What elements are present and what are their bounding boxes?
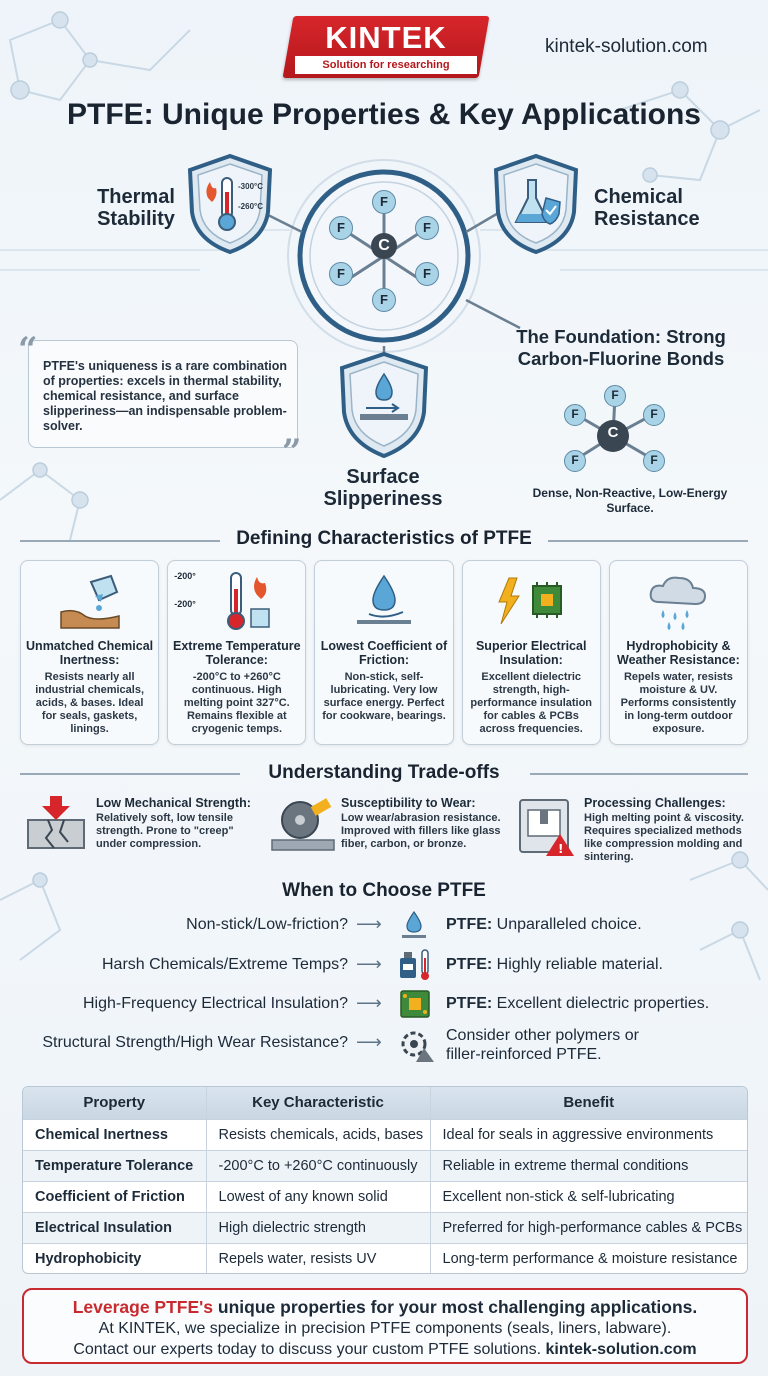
chip-icon (467, 567, 596, 637)
grinding-wheel-icon (270, 792, 336, 854)
foundation-fluorine-atom: F (643, 404, 665, 426)
droplet-icon (398, 910, 430, 940)
foundation-carbon-atom: C (607, 424, 619, 441)
characteristic-card (462, 560, 601, 745)
cta-highlight: Leverage PTFE's (72, 1297, 214, 1317)
foundation-fluorine-atom: F (564, 450, 586, 472)
thermal-top-temp: -300°C (238, 182, 263, 191)
table-cell: Preferred for high-performance cables & PCBs (430, 1212, 747, 1243)
answer-text: Highly reliable material. (492, 956, 663, 973)
answer-label: PTFE: (446, 916, 493, 933)
table-header-row (23, 1087, 747, 1119)
fluorine-atom: F (372, 190, 396, 214)
choose-question: Harsh Chemicals/Extreme Temps? (101, 956, 348, 973)
surface-shield-icon (336, 350, 432, 460)
choose-answer (446, 916, 642, 934)
table-cell: Resists chemicals, acids, bases (206, 1119, 430, 1150)
tradeoff-title: Susceptibility to Wear: (341, 796, 476, 810)
fluorine-atom: F (329, 216, 353, 240)
chemical-resistance-label: Chemical Resistance (594, 186, 700, 230)
choose-answer (446, 995, 709, 1013)
characteristic-card (314, 560, 453, 745)
characteristic-card (609, 560, 748, 745)
answer-text: Consider other polymers or filler-reinforced PTFE. (446, 1027, 639, 1063)
card-description: Non-stick, self-lubricating. Very low surface energy. Perfect for cookware, bearings. (322, 671, 446, 722)
tradeoff-title: Processing Challenges: (584, 796, 726, 810)
arrow-right-icon: ⟶ (356, 993, 382, 1013)
column-header: Benefit (430, 1087, 747, 1119)
table-cell: -200°C to +260°C continuously (206, 1150, 430, 1181)
svg-text:!: ! (558, 842, 564, 856)
table-cell: Repels water, resists UV (206, 1243, 430, 1274)
cta-headline-text: unique properties for your most challenging applications. (213, 1297, 698, 1317)
fluorine-atom: F (415, 216, 439, 240)
circuit-board-icon (398, 988, 432, 1020)
open-quote-icon: “ (18, 330, 38, 370)
arrow-right-icon: ⟶ (356, 1032, 382, 1052)
choose-question: High-Frequency Electrical Insulation? (82, 995, 348, 1012)
thermal-bottom-temp: -260°C (238, 202, 263, 211)
card-description: Repels water, resists moisture & UV. Performs consistently in long-term outdoor exposure. (620, 671, 737, 735)
foundation-fluorine-atom: F (564, 404, 586, 426)
rain-cloud-icon (614, 567, 743, 637)
card-description: Resists nearly all industrial chemicals, acids, & bases. Ideal for seals, gaskets, linings. (35, 671, 145, 735)
fluorine-atom: F (415, 262, 439, 286)
processing-machine-icon (514, 794, 578, 858)
table-cell: Reliable in extreme thermal conditions (430, 1150, 747, 1181)
foundation-caption: Dense, Non-Reactive, Low-Energy Surface. (532, 486, 728, 515)
droplet-icon (319, 567, 448, 637)
characteristic-card (20, 560, 159, 745)
table-cell: Electrical Insulation (23, 1212, 206, 1243)
close-quote-icon: ” (282, 432, 302, 472)
logo: KINTEK (325, 20, 447, 55)
cta-line: At KINTEK, we specialize in precision PTFE components (seals, liners, labware). (98, 1320, 672, 1337)
table-row (23, 1119, 747, 1150)
characteristics-heading: Defining Characteristics of PTFE (236, 528, 532, 549)
quote-text: PTFE's uniqueness is a rare combination of properties: excels in thermal stability, chemical resistance, and surface slipperiness—an indispensable problem-solver. (43, 359, 288, 433)
card-title: Lowest Coefficient of Friction: (320, 639, 448, 667)
table-cell: Excellent non-stick & self-lubricating (430, 1181, 747, 1212)
fluorine-atom: F (329, 262, 353, 286)
table-cell: Temperature Tolerance (23, 1150, 206, 1181)
page-title: PTFE: Unique Properties & Key Applications (67, 98, 701, 131)
cta-link[interactable]: kintek-solution.com (545, 1341, 697, 1358)
table-cell: High dielectric strength (206, 1212, 430, 1243)
choose-question: Structural Strength/High Wear Resistance? (42, 1034, 348, 1051)
chemical-bottle-thermometer-icon (396, 948, 436, 982)
choose-heading: When to Choose PTFE (282, 880, 486, 901)
table-row (23, 1243, 747, 1274)
site-url[interactable]: kintek-solution.com (545, 36, 708, 57)
answer-text: Unparalleled choice. (492, 916, 642, 933)
call-to-action-box (22, 1288, 748, 1364)
table-cell: Ideal for seals in aggressive environments (430, 1119, 747, 1150)
card-title: Hydrophobicity & Weather Resistance: (617, 639, 740, 667)
table-cell: Long-term performance & moisture resistance (430, 1243, 747, 1274)
arrow-right-icon: ⟶ (356, 914, 382, 934)
tradeoff-description: Relatively soft, low tensile strength. Prone to "creep" under compression. (96, 812, 234, 850)
choose-answer (446, 1026, 676, 1064)
temp-high-label: -200° (174, 571, 196, 581)
characteristic-card (167, 560, 306, 745)
card-title: Extreme Temperature Tolerance: (173, 639, 301, 667)
answer-label: PTFE: (446, 995, 493, 1012)
answer-label: PTFE: (446, 956, 493, 973)
properties-table (22, 1086, 748, 1274)
answer-text: Excellent dielectric properties. (492, 995, 710, 1012)
card-title: Superior Electrical Insulation: (475, 639, 587, 667)
card-title: Unmatched Chemical Inertness: (26, 639, 154, 667)
temp-low-label: -200° (174, 599, 196, 609)
choose-answer (446, 956, 663, 974)
cta-contact-line (24, 1339, 746, 1360)
carbon-atom: C (371, 233, 397, 259)
characteristics-cards (20, 560, 748, 745)
table-cell: Hydrophobicity (23, 1243, 206, 1274)
tradeoff-title: Low Mechanical Strength: (96, 796, 251, 810)
foundation-fluorine-atom: F (643, 450, 665, 472)
card-description: -200°C to +260°C continuous. High melting point 327°C. Remains flexible at cryogenic temps. (183, 671, 290, 735)
tradeoff-description: High melting point & viscosity. Requires specialized methods like compression molding and sintering. (584, 812, 744, 863)
table-row (23, 1181, 747, 1212)
table-cell: Coefficient of Friction (23, 1181, 206, 1212)
column-header: Key Characteristic (206, 1087, 430, 1119)
table-row (23, 1150, 747, 1181)
tradeoff-description: Low wear/abrasion resistance. Improved with fillers like glass fiber, carbon, or bronze. (341, 812, 501, 850)
foundation-fluorine-atom: F (604, 385, 626, 407)
chemical-shield-icon (490, 152, 582, 256)
quote-box (28, 340, 298, 448)
cta-headline (24, 1297, 746, 1318)
cracked-surface-icon (24, 792, 88, 852)
cta-contact-text: Contact our experts today to discuss your custom PTFE solutions. (73, 1341, 546, 1358)
thermal-stability-label: Thermal Stability (97, 186, 175, 230)
table-row (23, 1212, 747, 1243)
card-description: Excellent dielectric strength, high-performance insulation for cables & PCBs across frequencies. (470, 671, 593, 735)
surface-slipperiness-label: Surface Slipperiness (323, 466, 443, 510)
column-header: Property (23, 1087, 206, 1119)
gear-warning-icon (396, 1024, 436, 1064)
tradeoffs-heading: Understanding Trade-offs (268, 762, 500, 783)
foundation-title: The Foundation: Strong Carbon-Fluorine Bonds (516, 326, 726, 369)
table-cell: Lowest of any known solid (206, 1181, 430, 1212)
choose-question: Non-stick/Low-friction? (186, 916, 348, 933)
logo-tagline: Solution for researching (295, 56, 477, 74)
chemical-icon (25, 567, 154, 637)
arrow-right-icon: ⟶ (356, 954, 382, 974)
table-cell: Chemical Inertness (23, 1119, 206, 1150)
fluorine-atom: F (372, 288, 396, 312)
